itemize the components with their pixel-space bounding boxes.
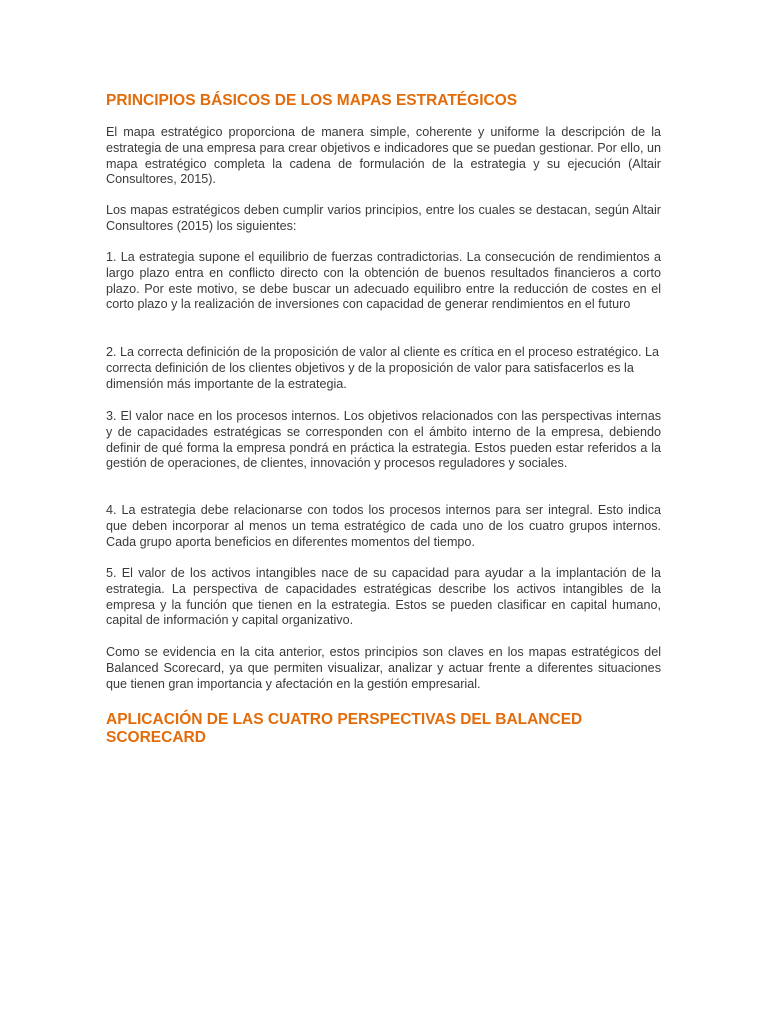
paragraph-conclusion: Como se evidencia en la cita anterior, estos principios son claves en los mapas estratégicos del Balanced Scorecard, ya que permiten visualizar, analizar y actuar frente a diferentes situaciones que tienen gran importancia y afectación en la gestión empresarial. [106, 645, 661, 691]
paragraph-principle-1: 1. La estrategia supone el equilibrio de fuerzas contradictorias. La consecución de rendimientos a largo plazo entra en conflicto directo con la obtención de buenos resultados financieros a corto plazo. Por este motivo, se debe buscar un adecuado equilibro entre la reducción de costes en el corto plazo y la realización de inversiones con capacidad de generar rendimientos en el futuro [106, 250, 661, 312]
paragraph-principles-lead: Los mapas estratégicos deben cumplir varios principios, entre los cuales se destacan, según Altair Consultores (2015) los siguientes: [106, 203, 661, 233]
paragraph-principle-3: 3. El valor nace en los procesos internos. Los objetivos relacionados con las perspectivas internas y de capacidades estratégicas se corresponden con el ámbito interno de la empresa, debiendo definir de qué forma la empresa pondrá en práctica la estrategia. Estos pueden estar referidos a la gestión de operaciones, de clientes, innovación y procesos reguladores y sociales. [106, 409, 661, 471]
paragraph-principle-2: 2. La correcta definición de la proposición de valor al cliente es crítica en el proceso estratégico. La correcta definición de los clientes objetivos y de la proposición de valor para satisfacerlos es la dimensión más importante de la estrategia. [106, 345, 660, 391]
section-heading-aplicacion: APLICACIÓN DE LAS CUATRO PERSPECTIVAS DEL BALANCED SCORECARD [106, 711, 583, 746]
paragraph-principle-5: 5. El valor de los activos intangibles nace de su capacidad para ayudar a la implantación de la estrategia. La perspectiva de capacidades estratégicas describe los activos intangibles de la empresa y la función que tienen en la estrategia. Estos se pueden clasificar en capital humano, capital de información y capital organizativo. [106, 566, 661, 628]
paragraph-intro: El mapa estratégico proporciona de manera simple, coherente y uniforme la descripción de la estrategia de una empresa para crear objetivos e indicadores que se puedan gestionar. Por ello, un mapa estratégico completa la cadena de formulación de la estrategia y su ejecución (Altair Consultores, 2015). [106, 125, 661, 187]
paragraph-principle-4: 4. La estrategia debe relacionarse con todos los procesos internos para ser integral. Esto indica que deben incorporar al menos un tema estratégico de cada uno de los cuatro grupos internos. Cada grupo aporta beneficios en diferentes momentos del tiempo. [106, 503, 661, 549]
section-heading-principios: PRINCIPIOS BÁSICOS DE LOS MAPAS ESTRATÉGICOS [106, 92, 518, 109]
